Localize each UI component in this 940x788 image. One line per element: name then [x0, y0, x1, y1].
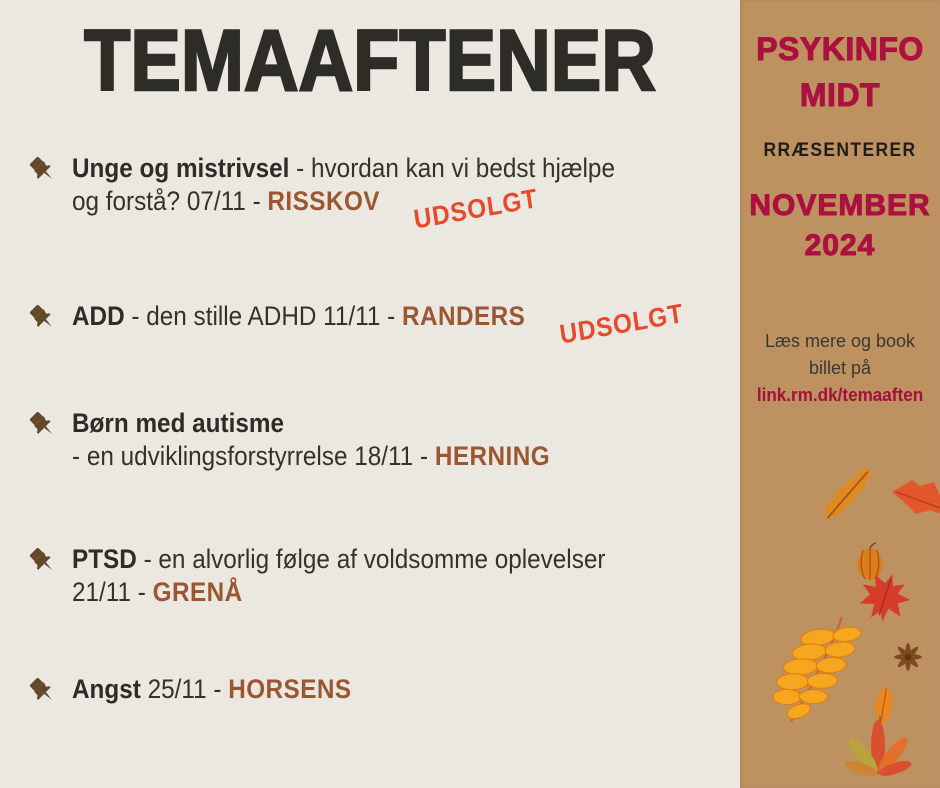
event-item-ptsd [0, 543, 740, 609]
cta-line-2: billet på [808, 358, 872, 378]
event-line [72, 152, 615, 185]
event-title: Unge og mistrivsel [72, 153, 290, 183]
month-line-2: 2024 [804, 229, 876, 262]
soldout-badge: UDSOLGT [412, 183, 540, 235]
poster-title: TEMAAFTENER [84, 13, 656, 109]
oak-leaf-icon [820, 466, 878, 520]
pushpin-icon [26, 543, 72, 578]
event-title: PTSD [72, 544, 137, 574]
event-description: 25/11 - [140, 674, 229, 704]
event-text-block [72, 298, 686, 350]
presents-label: RRÆSENTERER [763, 140, 917, 161]
event-description: - en udviklingsforstyrrelse 18/11 - [72, 441, 435, 471]
event-title: Børn med autisme [72, 408, 285, 438]
sidebar [740, 0, 940, 788]
cta-link[interactable]: link.rm.dk/temaaften [756, 385, 924, 405]
pushpin-icon [26, 152, 72, 187]
pushpin-icon [26, 673, 72, 708]
event-item-add [0, 298, 740, 350]
pushpin-icon [26, 407, 72, 442]
event-description: - en alvorlig følge af voldsomme oplevelser [136, 544, 606, 574]
event-description: - hvordan kan vi bedst hjælpe [289, 153, 615, 183]
event-line [72, 440, 550, 473]
event-city: RANDERS [401, 301, 526, 331]
event-line [72, 298, 686, 350]
red-edge-leaf-icon [890, 478, 940, 518]
event-line [72, 543, 605, 576]
event-line [72, 407, 550, 440]
pushpin-icon [26, 300, 72, 335]
soldout-badge: UDSOLGT [557, 298, 686, 350]
event-text-block [72, 543, 605, 609]
event-title: ADD [72, 301, 125, 331]
event-city: HERNING [434, 441, 551, 471]
event-item-angst [0, 673, 740, 708]
event-title: Angst [72, 674, 141, 704]
event-description: - den stille ADHD 11/11 - [124, 301, 402, 331]
event-line [72, 673, 352, 706]
brand-line-2: MIDT [799, 77, 881, 113]
event-text-block [72, 407, 550, 473]
cta-text [740, 328, 940, 409]
event-description: 21/11 - [72, 577, 153, 607]
cta-line-1: Læs mere og book [764, 331, 916, 351]
event-city: HORSENS [228, 674, 352, 704]
event-line [72, 183, 615, 235]
brand-line-1: PSYKINFO [756, 31, 924, 67]
creeper-leaf-icon [830, 712, 920, 788]
maple-leaf-icon [858, 572, 912, 622]
event-item-unge-og-mistrivsel [0, 152, 740, 235]
star-anise-icon [892, 642, 924, 672]
event-text-block [72, 152, 615, 235]
event-city: GRENÅ [152, 577, 243, 607]
event-description: og forstå? 07/11 - [72, 186, 268, 216]
brand-name [740, 26, 940, 118]
event-item-born-med-autisme [0, 407, 740, 473]
event-city: RISSKOV [267, 186, 380, 216]
month-line-1: NOVEMBER [749, 189, 931, 222]
event-line [72, 576, 605, 609]
month-label [740, 186, 940, 266]
event-text-block [72, 673, 352, 706]
